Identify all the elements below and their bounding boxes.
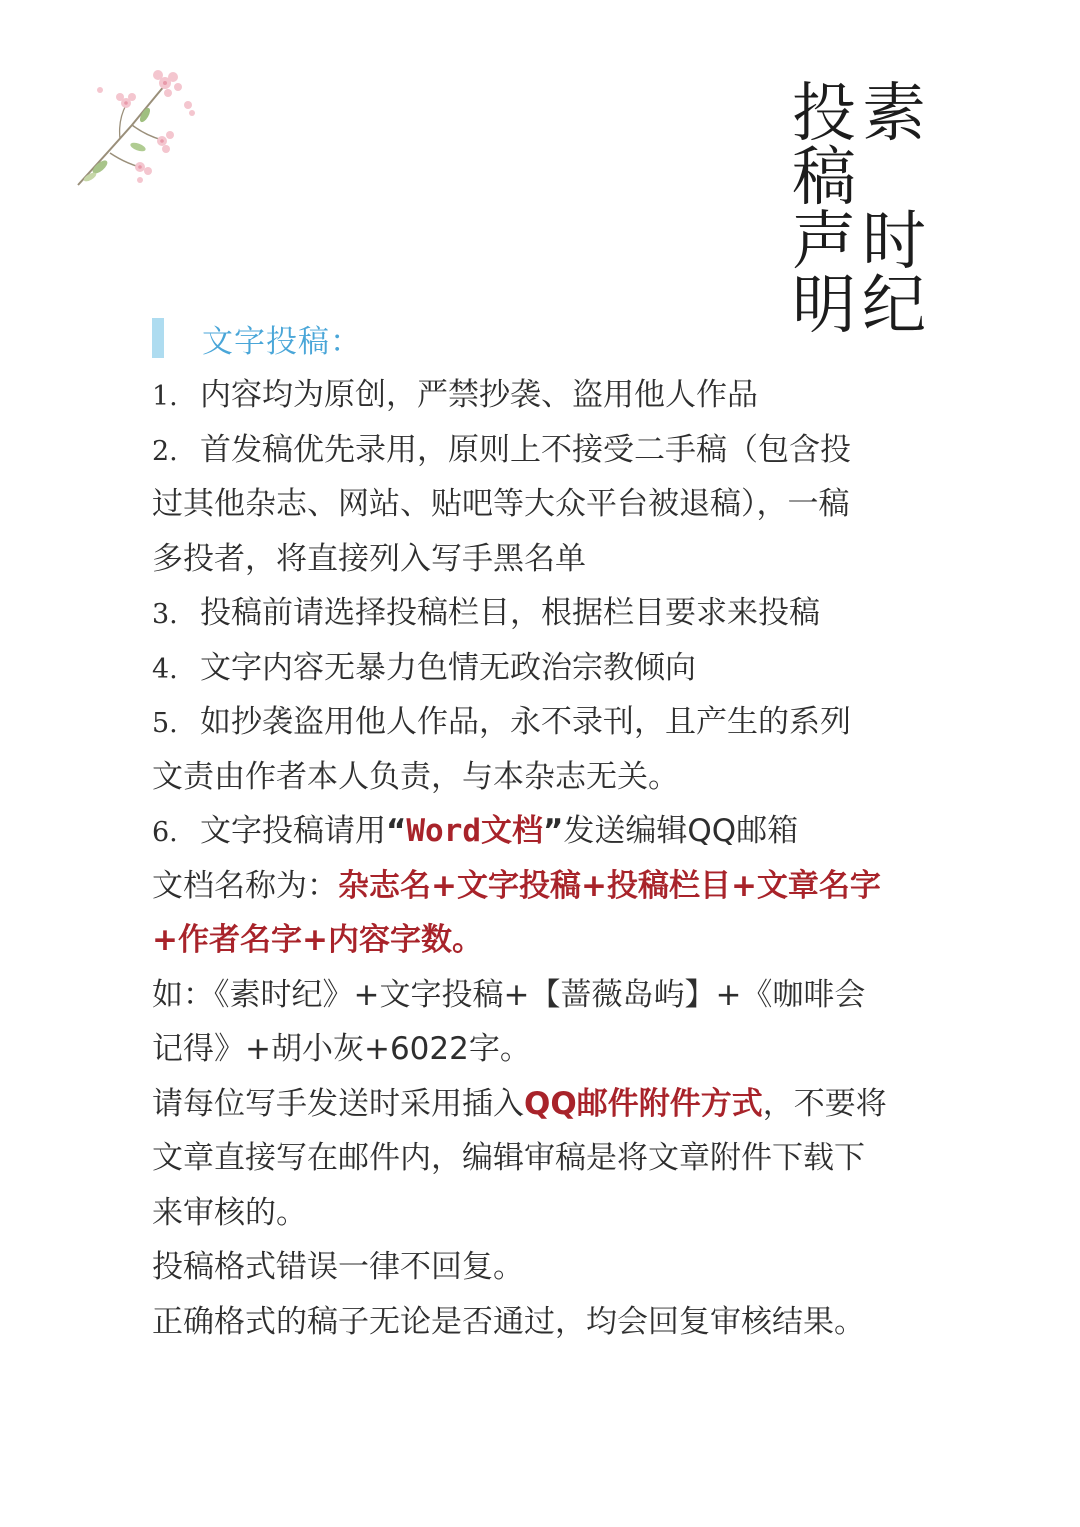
word-doc-highlight: Word文档: [406, 813, 544, 849]
doc-name-line: [152, 859, 922, 914]
attachment-highlight: QQ邮件附件方式: [524, 1085, 763, 1122]
title-char: 投: [792, 77, 856, 151]
title-gap: [862, 146, 926, 210]
title-char: 稿: [792, 141, 856, 215]
submission-rules: [152, 368, 922, 1349]
heading-text: 文字投稿：: [202, 323, 362, 360]
rule-5-cont: 文责由作者本人负责，与本杂志无关。: [152, 758, 679, 795]
rule-text: 文字投稿请用: [200, 813, 386, 849]
rule-number: 6.: [152, 817, 178, 848]
doc-name-format: 杂志名+文字投稿+投稿栏目+文章名字: [338, 867, 881, 904]
attachment-line-cont: 来审核的。: [152, 1194, 307, 1231]
rule-4: [152, 641, 922, 696]
rule-1: [152, 368, 922, 423]
title-char: 时: [862, 205, 926, 279]
rule-text: 文字内容无暴力色情无政治宗教倾向: [200, 649, 696, 686]
title-column-right: [862, 77, 926, 343]
heading-accent-bar: [152, 318, 164, 358]
rule-2-cont: 过其他杂志、网站、贴吧等大众平台被退稿），一稿: [152, 486, 850, 522]
format-error-note: 投稿格式错误一律不回复。: [152, 1249, 524, 1285]
section-heading: [152, 318, 362, 358]
rule-number: 5.: [152, 708, 178, 739]
rule-number: 4.: [152, 653, 178, 685]
rule-number: 3.: [152, 599, 178, 630]
title-column-left: [792, 77, 856, 343]
rule-text: 投稿前请选择投稿栏目，根据栏目要求来投稿: [200, 595, 820, 631]
title-char: 素: [862, 77, 926, 151]
quote-mark: ”: [543, 813, 564, 849]
rule-2-cont: 多投者，将直接列入写手黑名单: [152, 540, 586, 577]
example-line: 如：《素时纪》+文字投稿+【蔷薇岛屿】+《咖啡会: [152, 976, 866, 1013]
quote-mark: “: [386, 813, 407, 849]
rule-text: 首发稿优先录用，原则上不接受二手稿（包含投: [200, 431, 851, 468]
title-char: 声: [792, 205, 856, 279]
rule-number: 2.: [152, 435, 178, 467]
example-line-cont: 记得》+胡小灰+6022字。: [152, 1031, 531, 1067]
rule-text: 内容均为原创，严禁抄袭、盗用他人作品: [200, 377, 758, 413]
cherry-blossom-branch-decoration: [70, 55, 210, 205]
doc-name-format-cont: +作者名字+内容字数。: [152, 922, 483, 958]
rule-6: [152, 804, 922, 859]
rule-2: [152, 423, 922, 478]
attachment-text: ，不要将: [762, 1085, 887, 1122]
rule-3: [152, 586, 922, 641]
title-char: 明: [792, 269, 856, 343]
title-char: 纪: [862, 269, 926, 343]
reply-note: 正确格式的稿子无论是否通过，均会回复审核结果。: [152, 1303, 865, 1340]
rule-text: 发送编辑QQ邮箱: [563, 813, 799, 849]
rule-text: 如抄袭盗用他人作品，永不录刊，且产生的系列: [200, 704, 851, 740]
attachment-line: [152, 1077, 922, 1132]
doc-name-label: 文档名称为：: [152, 867, 338, 904]
rule-5: [152, 695, 922, 750]
attachment-line-cont: 文章直接写在邮件内，编辑审稿是将文章附件下载下: [152, 1140, 865, 1176]
attachment-text: 请每位写手发送时采用插入: [152, 1085, 524, 1122]
rule-number: 1.: [152, 381, 178, 412]
